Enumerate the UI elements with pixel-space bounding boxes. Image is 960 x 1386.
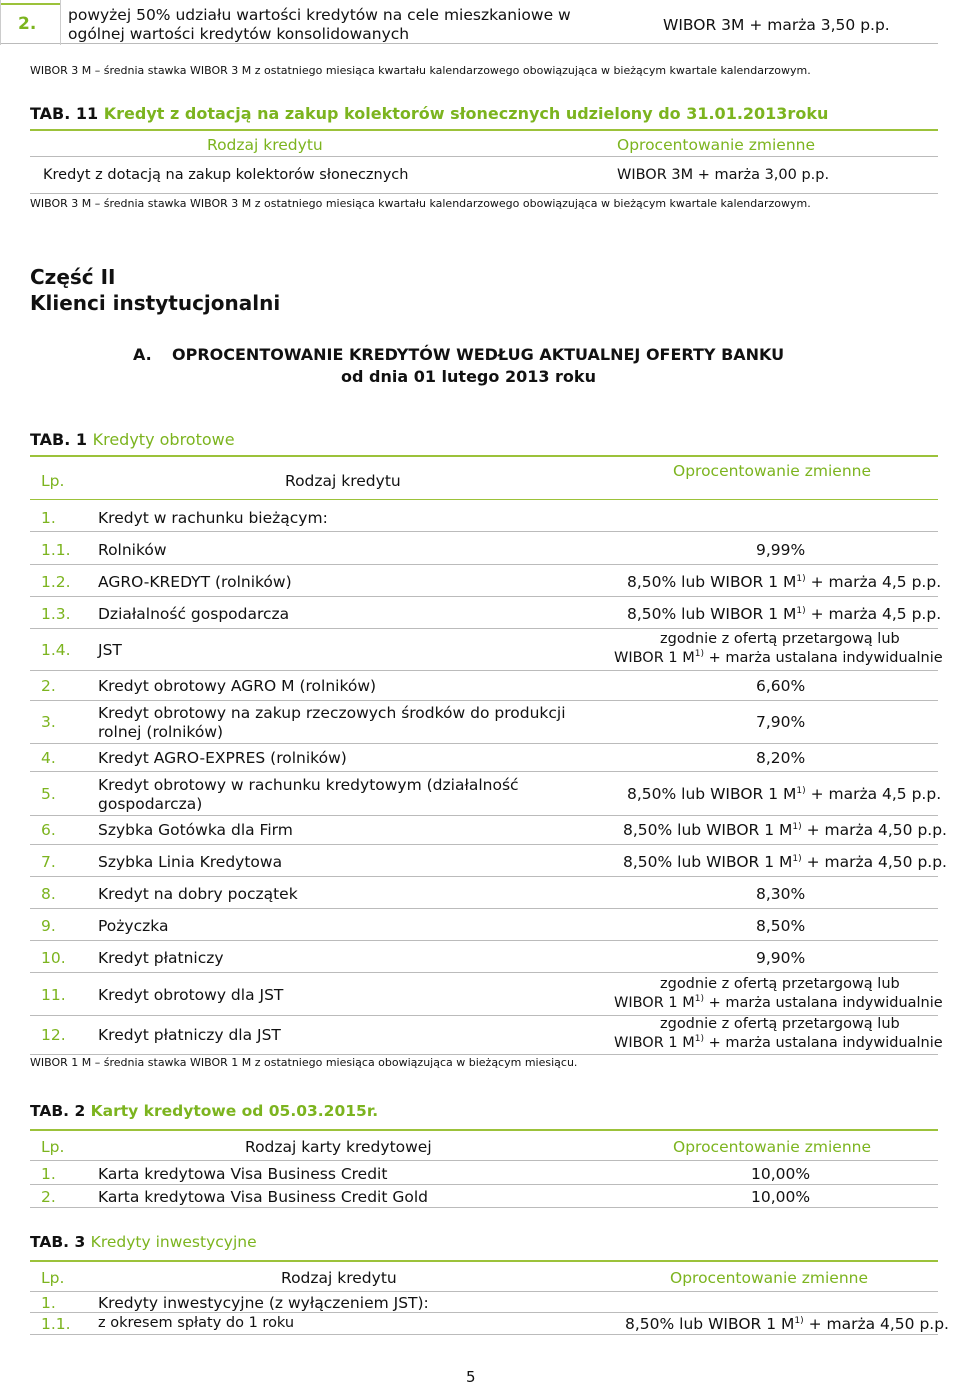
tab1-col-lp: Lp.	[41, 472, 65, 490]
rate-text: + marża 4,50 p.p.	[801, 853, 947, 871]
tab2-rule	[30, 1207, 938, 1208]
tab2-heading	[30, 1102, 378, 1120]
tab1-header-rule	[30, 499, 938, 500]
tab1-rule	[30, 844, 938, 845]
tab1-r11b-num: 11.	[41, 986, 66, 1004]
tab11-heading	[30, 104, 828, 123]
tab2-r2-name: Karta kredytowa Visa Business Credit Gold	[98, 1188, 429, 1206]
rate-text: 8,50% lub WIBOR 1 M	[623, 853, 793, 871]
rate-text: WIBOR 1 M	[614, 650, 695, 666]
rate-text: 8,50% lub WIBOR 1 M	[627, 785, 797, 803]
tab1-r12-num: 1.2.	[41, 573, 71, 591]
tab3-r11-name: z okresem spłaty do 1 roku	[98, 1315, 295, 1331]
rate-text: 8,50% lub WIBOR 1 M	[627, 573, 797, 591]
tab1-r13-rate	[627, 605, 941, 623]
tab1-r9-num: 9.	[41, 917, 56, 935]
tab2-r2-num: 2.	[41, 1188, 56, 1206]
tab1-r8-num: 8.	[41, 885, 56, 903]
footnote-mark: 1)	[694, 1034, 704, 1045]
rate-text: 8,50% lub WIBOR 1 M	[627, 605, 797, 623]
tab1-r7-rate	[623, 853, 947, 871]
tab1-rule	[30, 670, 938, 671]
rate-text: + marża 4,5 p.p.	[805, 605, 942, 623]
tab1-r9-rate: 8,50%	[756, 917, 806, 935]
tab1-r11b-name: Kredyt obrotowy dla JST	[98, 986, 284, 1004]
tab1-r11b-rate-line2	[614, 995, 943, 1011]
tab1-col-rate: Oprocentowanie zmienne	[673, 462, 872, 480]
tab3-col-name: Rodzaj kredytu	[281, 1269, 397, 1287]
tab2-r2-rate: 10,00%	[751, 1188, 811, 1206]
page-number: 5	[466, 1368, 476, 1386]
tab1-rule	[30, 940, 938, 941]
tab1-r14-name: JST	[98, 641, 122, 659]
tab1-r12b-num: 12.	[41, 1026, 66, 1044]
tab1-r3-rate: 7,90%	[756, 713, 806, 731]
tab2-r1-num: 1.	[41, 1165, 56, 1183]
tab1-r13-num: 1.3.	[41, 605, 71, 623]
tab1-r14-rate-line2	[614, 650, 943, 666]
tab2-r1-rate: 10,00%	[751, 1165, 811, 1183]
tab2-col-name: Rodzaj karty kredytowej	[245, 1138, 432, 1156]
tab1-r9-name: Pożyczka	[98, 917, 169, 935]
rate-text: + marża 4,50 p.p.	[803, 1315, 949, 1333]
tab1-rule	[30, 743, 938, 744]
tab3-r11-rate	[625, 1315, 949, 1333]
tab1-r5-num: 5.	[41, 785, 56, 803]
tab11-row-rate: WIBOR 3M + marża 3,00 p.p.	[617, 167, 830, 183]
tab2-header-rule	[30, 1160, 938, 1161]
footnote-mark: 1)	[792, 853, 802, 864]
tab1-rule	[30, 628, 938, 629]
tab1-r12-rate	[627, 573, 941, 591]
tab3-rule	[30, 1312, 938, 1313]
tab11-note: WIBOR 3 M – średnia stawka WIBOR 3 M z ostatniego miesiąca kwartału kalendarzowego obowiązująca w bieżącym kwartale kalendarzowym.	[30, 197, 811, 210]
tab1-r11-name: Rolników	[98, 541, 167, 559]
footnote-mark: 1)	[796, 785, 806, 796]
tab1-r10-num: 10.	[41, 949, 66, 967]
tab3-col-rate: Oprocentowanie zmienne	[670, 1269, 869, 1287]
tab1-rule	[30, 908, 938, 909]
tab1-r3-num: 3.	[41, 713, 56, 731]
tab11-row-name: Kredyt z dotacją na zakup kolektorów słonecznych	[43, 167, 409, 183]
tab11-header-rule	[30, 156, 938, 157]
top-row-text-line2: ogólnej wartości kredytów konsolidowanych	[68, 25, 410, 43]
tab1-title: Kredyty obrotowe	[92, 430, 235, 449]
tab1-r12b-rate-line2	[614, 1035, 943, 1051]
tab2-col-rate: Oprocentowanie zmienne	[673, 1138, 872, 1156]
tab1-r4-num: 4.	[41, 749, 56, 767]
tab11-prefix: TAB. 11	[30, 104, 99, 123]
tab1-rule	[30, 815, 938, 816]
tab3-title: Kredyty inwestycyjne	[90, 1233, 257, 1251]
tab1-r1-num: 1.	[41, 509, 56, 527]
tab1-r4-name: Kredyt AGRO-EXPRES (rolników)	[98, 749, 347, 767]
top-row-rate: WIBOR 3M + marża 3,50 p.p.	[663, 16, 890, 34]
tab3-col-lp: Lp.	[41, 1269, 65, 1287]
rate-text: + marża ustalana indywidualnie	[704, 995, 943, 1011]
tab3-prefix: TAB. 3	[30, 1233, 86, 1251]
tab1-prefix: TAB. 1	[30, 430, 88, 449]
section-a-letter: A.	[133, 345, 152, 364]
tab11-col-name: Rodzaj kredytu	[207, 136, 323, 154]
footnote-mark: 1)	[694, 994, 704, 1005]
tab1-r6-rate	[623, 821, 947, 839]
tab3-r1-name: Kredyty inwestycyjne (z wyłączeniem JST):	[98, 1294, 429, 1312]
tab1-top-rule	[30, 455, 938, 457]
part2-title: Część II	[30, 265, 116, 289]
tab3-top-rule	[30, 1260, 938, 1262]
top-row-text-line1: powyżej 50% udziału wartości kredytów na cele mieszkaniowe w	[68, 6, 571, 24]
rate-text: + marża ustalana indywidualnie	[704, 1035, 943, 1051]
rate-text: WIBOR 1 M	[614, 995, 695, 1011]
tab1-r8-name: Kredyt na dobry początek	[98, 885, 298, 903]
tab1-heading	[30, 430, 235, 449]
tab1-r2-name: Kredyt obrotowy AGRO M (rolników)	[98, 677, 377, 695]
footnote-mark: 1)	[694, 649, 704, 660]
tab1-r7-name: Szybka Linia Kredytowa	[98, 853, 283, 871]
tab3-r1-num: 1.	[41, 1294, 56, 1312]
tab2-col-lp: Lp.	[41, 1138, 65, 1156]
part2-subtitle: Klienci instytucjonalni	[30, 291, 281, 315]
top-row-rule	[0, 43, 938, 44]
tab3-r11-num: 1.1.	[41, 1315, 71, 1333]
tab1-r6-name: Szybka Gotówka dla Firm	[98, 821, 293, 839]
tab3-rule	[30, 1334, 938, 1335]
tab1-r1-name: Kredyt w rachunku bieżącym:	[98, 509, 328, 527]
tab1-r14-rate-line1: zgodnie z ofertą przetargową lub	[660, 631, 900, 647]
tab1-r11-num: 1.1.	[41, 541, 71, 559]
top-row-number: 2.	[18, 14, 37, 34]
tab1-r2-rate: 6,60%	[756, 677, 806, 695]
tab11-bottom-rule	[30, 193, 938, 194]
tab1-rule	[30, 700, 938, 701]
tab2-top-rule	[30, 1129, 938, 1131]
section-a-title: OPROCENTOWANIE KREDYTÓW WEDŁUG AKTUALNEJ OFERTY BANKU	[172, 345, 785, 364]
tab1-r12b-name: Kredyt płatniczy dla JST	[98, 1026, 281, 1044]
tab1-r11b-rate-line1: zgodnie z ofertą przetargową lub	[660, 976, 900, 992]
tab1-col-name: Rodzaj kredytu	[285, 472, 401, 490]
tab1-r2-num: 2.	[41, 677, 56, 695]
tab1-r7-num: 7.	[41, 853, 56, 871]
tab1-r5-rate	[627, 785, 941, 803]
rate-text: WIBOR 1 M	[614, 1035, 695, 1051]
tab1-r10-name: Kredyt płatniczy	[98, 949, 224, 967]
footnote-mark: 1)	[796, 605, 806, 616]
tab1-r14-num: 1.4.	[41, 641, 71, 659]
rate-text: 8,50% lub WIBOR 1 M	[625, 1315, 795, 1333]
tab1-r8-rate: 8,30%	[756, 885, 806, 903]
top-row-left-border	[0, 0, 1, 45]
tab3-header-rule	[30, 1291, 938, 1292]
tab1-r13-name: Działalność gospodarcza	[98, 605, 290, 623]
tab2-title: Karty kredytowe od 05.03.2015r.	[90, 1102, 379, 1120]
tab1-r12b-rate-line1: zgodnie z ofertą przetargową lub	[660, 1016, 900, 1032]
tab1-r6-num: 6.	[41, 821, 56, 839]
tab1-r11-rate: 9,99%	[756, 541, 806, 559]
footnote-mark: 1)	[792, 821, 802, 832]
rate-text: 8,50% lub WIBOR 1 M	[623, 821, 793, 839]
footnote-mark: 1)	[796, 573, 806, 584]
note-wibor3m: WIBOR 3 M – średnia stawka WIBOR 3 M z ostatniego miesiąca kwartału kalendarzowego obowiązująca w bieżącym kwartale kalendarzowym.	[30, 64, 811, 77]
tab1-r10-rate: 9,90%	[756, 949, 806, 967]
tab1-rule	[30, 972, 938, 973]
section-a-subtitle: od dnia 01 lutego 2013 roku	[341, 367, 596, 386]
tab1-r5-name-line1: Kredyt obrotowy w rachunku kredytowym (działalność	[98, 776, 519, 794]
tab11-top-rule	[30, 129, 938, 131]
tab1-rule	[30, 531, 938, 532]
tab2-r1-name: Karta kredytowa Visa Business Credit	[98, 1165, 388, 1183]
tab1-rule	[30, 596, 938, 597]
tab2-rule	[30, 1184, 938, 1185]
tab1-r4-rate: 8,20%	[756, 749, 806, 767]
tab1-r3-name-line2: rolnej (rolników)	[98, 723, 224, 741]
tab1-rule	[30, 1054, 938, 1055]
top-row-col-border	[60, 0, 61, 45]
footnote-mark: 1)	[794, 1315, 804, 1326]
rate-text: + marża ustalana indywidualnie	[704, 650, 943, 666]
tab1-note: WIBOR 1 M – średnia stawka WIBOR 1 M z ostatniego miesiąca obowiązująca w bieżącym miesiącu.	[30, 1056, 578, 1069]
tab1-rule	[30, 876, 938, 877]
top-row-left-rule	[0, 3, 60, 5]
rate-text: + marża 4,50 p.p.	[801, 821, 947, 839]
tab1-r5-name-line2: gospodarcza)	[98, 795, 203, 813]
rate-text: + marża 4,5 p.p.	[805, 573, 942, 591]
tab1-rule	[30, 564, 938, 565]
tab11-col-rate: Oprocentowanie zmienne	[617, 136, 816, 154]
rate-text: + marża 4,5 p.p.	[805, 785, 942, 803]
tab1-r12-name: AGRO-KREDYT (rolników)	[98, 573, 292, 591]
tab1-r3-name-line1: Kredyt obrotowy na zakup rzeczowych środków do produkcji	[98, 704, 566, 722]
tab1-rule	[30, 771, 938, 772]
tab2-prefix: TAB. 2	[30, 1102, 86, 1120]
tab3-heading	[30, 1233, 257, 1251]
tab11-title: Kredyt z dotacją na zakup kolektorów słonecznych udzielony do 31.01.2013roku	[103, 104, 829, 123]
